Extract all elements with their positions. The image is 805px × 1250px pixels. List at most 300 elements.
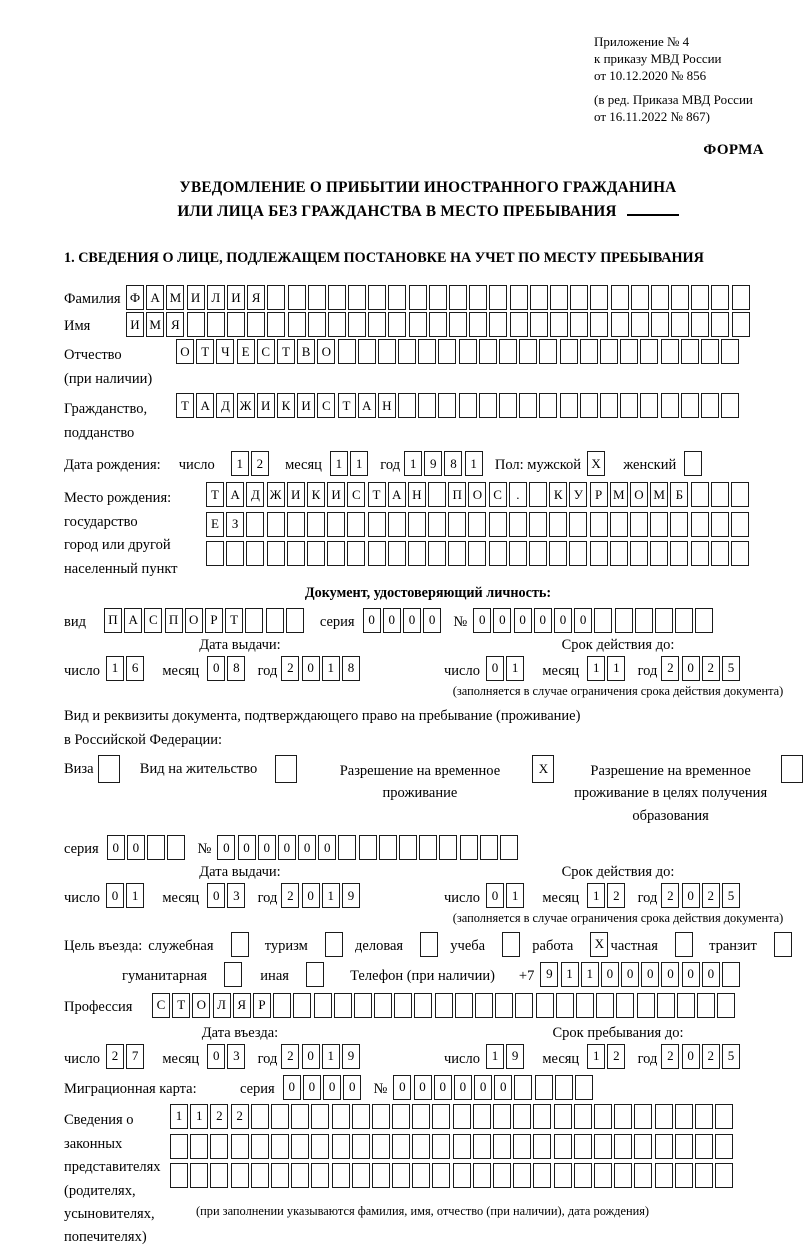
char-cell[interactable]: 2 (607, 883, 625, 908)
char-cell[interactable]: О (630, 482, 648, 507)
char-cell[interactable]: А (146, 285, 164, 310)
char-cell[interactable] (721, 393, 739, 418)
char-cell[interactable] (611, 312, 629, 337)
char-cell[interactable] (479, 339, 497, 364)
char-cell[interactable] (408, 541, 426, 566)
char-cell[interactable] (655, 608, 673, 633)
char-cell[interactable] (388, 285, 406, 310)
char-cell[interactable] (675, 608, 693, 633)
char-cell[interactable]: Т (368, 482, 386, 507)
char-cell[interactable] (378, 339, 396, 364)
char-cell[interactable] (468, 541, 486, 566)
char-cell[interactable] (711, 541, 729, 566)
char-cell[interactable]: 0 (393, 1075, 411, 1100)
char-cell[interactable] (419, 835, 437, 860)
char-cell[interactable] (536, 993, 554, 1018)
char-cell[interactable] (555, 1075, 573, 1100)
char-cell[interactable]: 8 (444, 451, 462, 476)
char-cell[interactable] (307, 541, 325, 566)
char-cell[interactable] (409, 312, 427, 337)
char-cell[interactable]: С (144, 608, 162, 633)
char-cell[interactable]: Т (196, 339, 214, 364)
char-cell[interactable] (533, 1134, 551, 1159)
char-cell[interactable] (661, 339, 679, 364)
char-cell[interactable] (489, 285, 507, 310)
char-cell[interactable] (207, 312, 225, 337)
char-cell[interactable] (271, 1134, 289, 1159)
char-cell[interactable] (469, 312, 487, 337)
char-cell[interactable] (556, 993, 574, 1018)
char-cell[interactable] (231, 1134, 249, 1159)
char-cell[interactable] (535, 1075, 553, 1100)
char-cell[interactable]: 6 (126, 656, 144, 681)
char-cell[interactable] (308, 312, 326, 337)
char-cell[interactable] (399, 835, 417, 860)
char-cell[interactable] (412, 1163, 430, 1188)
char-cell[interactable] (398, 393, 416, 418)
char-cell[interactable] (210, 1163, 228, 1188)
char-cell[interactable] (533, 1104, 551, 1129)
char-cell[interactable] (640, 393, 658, 418)
char-cell[interactable]: Е (237, 339, 255, 364)
char-cell[interactable] (306, 962, 324, 987)
char-cell[interactable] (675, 932, 693, 957)
char-cell[interactable] (614, 1104, 632, 1129)
char-cell[interactable]: 1 (465, 451, 483, 476)
char-cell[interactable] (631, 312, 649, 337)
char-cell[interactable]: 1 (486, 1044, 504, 1069)
char-cell[interactable] (388, 541, 406, 566)
char-cell[interactable]: 0 (621, 962, 639, 987)
char-cell[interactable] (499, 339, 517, 364)
char-cell[interactable]: 5 (722, 883, 740, 908)
char-cell[interactable] (489, 312, 507, 337)
char-cell[interactable] (590, 312, 608, 337)
char-cell[interactable]: 1 (404, 451, 422, 476)
char-cell[interactable] (637, 993, 655, 1018)
char-cell[interactable] (475, 993, 493, 1018)
char-cell[interactable] (691, 482, 709, 507)
char-cell[interactable]: 2 (231, 1104, 249, 1129)
char-cell[interactable] (480, 835, 498, 860)
char-cell[interactable] (675, 1104, 693, 1129)
char-cell[interactable] (311, 1163, 329, 1188)
char-cell[interactable] (332, 1104, 350, 1129)
char-cell[interactable] (569, 512, 587, 537)
char-cell[interactable]: Л (213, 993, 231, 1018)
char-cell[interactable] (291, 1134, 309, 1159)
char-cell[interactable] (721, 339, 739, 364)
char-cell[interactable] (271, 1163, 289, 1188)
char-cell[interactable]: К (307, 482, 325, 507)
char-cell[interactable] (684, 451, 702, 476)
char-cell[interactable] (493, 1104, 511, 1129)
char-cell[interactable] (634, 1134, 652, 1159)
char-cell[interactable] (631, 285, 649, 310)
char-cell[interactable] (530, 285, 548, 310)
char-cell[interactable]: Ж (267, 482, 285, 507)
char-cell[interactable] (502, 932, 520, 957)
char-cell[interactable] (352, 1104, 370, 1129)
char-cell[interactable] (459, 339, 477, 364)
char-cell[interactable] (392, 1163, 410, 1188)
char-cell[interactable] (267, 312, 285, 337)
char-cell[interactable] (273, 993, 291, 1018)
char-cell[interactable] (590, 285, 608, 310)
char-cell[interactable] (418, 393, 436, 418)
char-cell[interactable] (731, 541, 749, 566)
char-cell[interactable] (327, 541, 345, 566)
char-cell[interactable]: 1 (561, 962, 579, 987)
char-cell[interactable]: Ж (237, 393, 255, 418)
char-cell[interactable]: 2 (661, 883, 679, 908)
char-cell[interactable] (147, 835, 165, 860)
char-cell[interactable] (167, 835, 185, 860)
char-cell[interactable] (308, 285, 326, 310)
char-cell[interactable] (731, 512, 749, 537)
char-cell[interactable] (655, 1134, 673, 1159)
char-cell[interactable] (634, 1104, 652, 1129)
char-cell[interactable]: М (610, 482, 628, 507)
char-cell[interactable]: 9 (540, 962, 558, 987)
char-cell[interactable] (701, 339, 719, 364)
char-cell[interactable] (630, 541, 648, 566)
char-cell[interactable] (251, 1163, 269, 1188)
char-cell[interactable]: А (196, 393, 214, 418)
char-cell[interactable] (473, 1104, 491, 1129)
char-cell[interactable] (327, 512, 345, 537)
char-cell[interactable] (392, 1134, 410, 1159)
char-cell[interactable] (435, 993, 453, 1018)
char-cell[interactable]: А (124, 608, 142, 633)
char-cell[interactable] (614, 1163, 632, 1188)
char-cell[interactable] (590, 512, 608, 537)
char-cell[interactable] (570, 285, 588, 310)
char-cell[interactable]: 0 (318, 835, 336, 860)
char-cell[interactable]: Д (246, 482, 264, 507)
char-cell[interactable]: О (192, 993, 210, 1018)
char-cell[interactable] (359, 835, 377, 860)
char-cell[interactable] (615, 608, 633, 633)
char-cell[interactable] (519, 339, 537, 364)
char-cell[interactable] (670, 541, 688, 566)
char-cell[interactable] (311, 1104, 329, 1129)
char-cell[interactable] (560, 393, 578, 418)
char-cell[interactable] (374, 993, 392, 1018)
char-cell[interactable] (651, 312, 669, 337)
char-cell[interactable] (695, 1104, 713, 1129)
char-cell[interactable] (560, 339, 578, 364)
char-cell[interactable] (661, 393, 679, 418)
char-cell[interactable]: 0 (661, 962, 679, 987)
char-cell[interactable] (620, 393, 638, 418)
char-cell[interactable] (620, 339, 638, 364)
char-cell[interactable]: 0 (423, 608, 441, 633)
char-cell[interactable]: Б (670, 482, 688, 507)
char-cell[interactable] (231, 932, 249, 957)
char-cell[interactable] (495, 993, 513, 1018)
char-cell[interactable]: 1 (322, 883, 340, 908)
char-cell[interactable]: П (104, 608, 122, 633)
char-cell[interactable]: В (297, 339, 315, 364)
char-cell[interactable] (291, 1163, 309, 1188)
char-cell[interactable]: 2 (281, 883, 299, 908)
char-cell[interactable]: 0 (454, 1075, 472, 1100)
char-cell[interactable] (574, 1163, 592, 1188)
char-cell[interactable]: 0 (403, 608, 421, 633)
char-cell[interactable] (439, 835, 457, 860)
char-cell[interactable] (453, 1134, 471, 1159)
char-cell[interactable] (328, 285, 346, 310)
char-cell[interactable]: 0 (383, 608, 401, 633)
char-cell[interactable]: 0 (682, 883, 700, 908)
char-cell[interactable] (493, 1163, 511, 1188)
char-cell[interactable]: 0 (486, 883, 504, 908)
char-cell[interactable] (575, 1075, 593, 1100)
char-cell[interactable]: У (569, 482, 587, 507)
char-cell[interactable] (170, 1134, 188, 1159)
char-cell[interactable] (251, 1104, 269, 1129)
char-cell[interactable] (347, 512, 365, 537)
char-cell[interactable] (651, 285, 669, 310)
char-cell[interactable]: 2 (281, 1044, 299, 1069)
char-cell[interactable]: Я (247, 285, 265, 310)
char-cell[interactable]: М (146, 312, 164, 337)
char-cell[interactable]: Т (172, 993, 190, 1018)
char-cell[interactable]: 0 (302, 1044, 320, 1069)
char-cell[interactable] (414, 993, 432, 1018)
char-cell[interactable] (449, 285, 467, 310)
char-cell[interactable]: Д (216, 393, 234, 418)
char-cell[interactable] (519, 393, 537, 418)
char-cell[interactable] (731, 482, 749, 507)
char-cell[interactable] (580, 393, 598, 418)
char-cell[interactable] (717, 993, 735, 1018)
char-cell[interactable] (611, 285, 629, 310)
char-cell[interactable] (288, 285, 306, 310)
char-cell[interactable]: 0 (574, 608, 592, 633)
char-cell[interactable]: 5 (722, 656, 740, 681)
char-cell[interactable] (338, 339, 356, 364)
char-cell[interactable]: 0 (702, 962, 720, 987)
char-cell[interactable]: 0 (217, 835, 235, 860)
char-cell[interactable] (291, 1104, 309, 1129)
char-cell[interactable]: 9 (342, 883, 360, 908)
char-cell[interactable] (332, 1163, 350, 1188)
char-cell[interactable] (630, 512, 648, 537)
char-cell[interactable] (616, 993, 634, 1018)
char-cell[interactable]: X (532, 755, 554, 783)
char-cell[interactable]: 2 (281, 656, 299, 681)
char-cell[interactable]: 1 (607, 656, 625, 681)
char-cell[interactable]: 0 (682, 1044, 700, 1069)
char-cell[interactable]: 2 (607, 1044, 625, 1069)
char-cell[interactable] (368, 541, 386, 566)
char-cell[interactable]: 1 (506, 883, 524, 908)
char-cell[interactable]: 5 (722, 1044, 740, 1069)
char-cell[interactable]: 3 (227, 883, 245, 908)
char-cell[interactable] (408, 512, 426, 537)
char-cell[interactable]: 0 (106, 883, 124, 908)
char-cell[interactable]: Т (176, 393, 194, 418)
char-cell[interactable]: 0 (534, 608, 552, 633)
char-cell[interactable] (332, 1134, 350, 1159)
char-cell[interactable]: Р (253, 993, 271, 1018)
char-cell[interactable] (394, 993, 412, 1018)
char-cell[interactable] (701, 393, 719, 418)
char-cell[interactable] (287, 541, 305, 566)
char-cell[interactable] (352, 1134, 370, 1159)
char-cell[interactable] (634, 1163, 652, 1188)
char-cell[interactable] (368, 312, 386, 337)
char-cell[interactable]: И (327, 482, 345, 507)
char-cell[interactable] (569, 541, 587, 566)
char-cell[interactable]: 0 (302, 656, 320, 681)
char-cell[interactable] (246, 512, 264, 537)
char-cell[interactable]: А (388, 482, 406, 507)
char-cell[interactable] (533, 1163, 551, 1188)
char-cell[interactable] (711, 512, 729, 537)
char-cell[interactable] (438, 339, 456, 364)
char-cell[interactable] (455, 993, 473, 1018)
char-cell[interactable]: 1 (170, 1104, 188, 1129)
char-cell[interactable]: И (297, 393, 315, 418)
char-cell[interactable] (354, 993, 372, 1018)
char-cell[interactable] (610, 512, 628, 537)
char-cell[interactable] (594, 1134, 612, 1159)
char-cell[interactable] (515, 993, 533, 1018)
char-cell[interactable] (570, 312, 588, 337)
char-cell[interactable] (677, 993, 695, 1018)
char-cell[interactable] (600, 339, 618, 364)
char-cell[interactable] (580, 339, 598, 364)
char-cell[interactable] (325, 932, 343, 957)
char-cell[interactable]: 8 (227, 656, 245, 681)
char-cell[interactable] (550, 312, 568, 337)
char-cell[interactable] (695, 1163, 713, 1188)
char-cell[interactable]: Я (166, 312, 184, 337)
char-cell[interactable]: П (448, 482, 466, 507)
char-cell[interactable]: 0 (207, 883, 225, 908)
char-cell[interactable] (226, 541, 244, 566)
char-cell[interactable] (529, 541, 547, 566)
char-cell[interactable] (513, 1104, 531, 1129)
char-cell[interactable] (529, 512, 547, 537)
char-cell[interactable] (352, 1163, 370, 1188)
char-cell[interactable]: С (152, 993, 170, 1018)
char-cell[interactable]: 2 (661, 656, 679, 681)
char-cell[interactable] (715, 1104, 733, 1129)
char-cell[interactable] (206, 541, 224, 566)
char-cell[interactable] (338, 835, 356, 860)
char-cell[interactable] (432, 1104, 450, 1129)
char-cell[interactable] (334, 993, 352, 1018)
char-cell[interactable]: 1 (330, 451, 348, 476)
char-cell[interactable] (574, 1104, 592, 1129)
char-cell[interactable] (267, 541, 285, 566)
char-cell[interactable] (732, 285, 750, 310)
char-cell[interactable] (509, 512, 527, 537)
char-cell[interactable] (691, 285, 709, 310)
char-cell[interactable] (432, 1134, 450, 1159)
char-cell[interactable]: 1 (322, 656, 340, 681)
char-cell[interactable]: 0 (641, 962, 659, 987)
char-cell[interactable] (671, 285, 689, 310)
char-cell[interactable] (539, 339, 557, 364)
char-cell[interactable] (328, 312, 346, 337)
char-cell[interactable]: 1 (106, 656, 124, 681)
char-cell[interactable] (190, 1134, 208, 1159)
char-cell[interactable] (514, 1075, 532, 1100)
char-cell[interactable]: 0 (682, 656, 700, 681)
char-cell[interactable]: 1 (587, 656, 605, 681)
char-cell[interactable] (510, 285, 528, 310)
char-cell[interactable]: 0 (554, 608, 572, 633)
char-cell[interactable]: X (587, 451, 605, 476)
char-cell[interactable] (640, 339, 658, 364)
char-cell[interactable]: М (166, 285, 184, 310)
char-cell[interactable]: . (509, 482, 527, 507)
char-cell[interactable] (681, 339, 699, 364)
char-cell[interactable]: 1 (190, 1104, 208, 1129)
char-cell[interactable]: 1 (587, 883, 605, 908)
char-cell[interactable] (655, 1163, 673, 1188)
char-cell[interactable]: 0 (298, 835, 316, 860)
char-cell[interactable]: 1 (231, 451, 249, 476)
char-cell[interactable]: 2 (702, 1044, 720, 1069)
char-cell[interactable] (293, 993, 311, 1018)
char-cell[interactable]: Т (277, 339, 295, 364)
char-cell[interactable] (695, 1134, 713, 1159)
char-cell[interactable] (489, 512, 507, 537)
char-cell[interactable]: 0 (494, 1075, 512, 1100)
char-cell[interactable] (372, 1134, 390, 1159)
char-cell[interactable] (286, 608, 304, 633)
char-cell[interactable] (247, 312, 265, 337)
char-cell[interactable] (460, 835, 478, 860)
char-cell[interactable]: О (468, 482, 486, 507)
char-cell[interactable]: З (226, 512, 244, 537)
char-cell[interactable] (267, 512, 285, 537)
char-cell[interactable] (428, 541, 446, 566)
char-cell[interactable]: Н (408, 482, 426, 507)
char-cell[interactable] (368, 285, 386, 310)
char-cell[interactable] (190, 1163, 208, 1188)
char-cell[interactable] (453, 1104, 471, 1129)
char-cell[interactable] (594, 1163, 612, 1188)
char-cell[interactable] (695, 608, 713, 633)
char-cell[interactable] (610, 541, 628, 566)
char-cell[interactable] (473, 1134, 491, 1159)
char-cell[interactable] (554, 1163, 572, 1188)
char-cell[interactable] (275, 755, 297, 783)
char-cell[interactable] (448, 541, 466, 566)
char-cell[interactable] (448, 512, 466, 537)
char-cell[interactable]: С (489, 482, 507, 507)
char-cell[interactable]: С (347, 482, 365, 507)
char-cell[interactable]: 0 (682, 962, 700, 987)
char-cell[interactable]: Л (207, 285, 225, 310)
char-cell[interactable] (348, 285, 366, 310)
char-cell[interactable] (187, 312, 205, 337)
char-cell[interactable]: Т (338, 393, 356, 418)
char-cell[interactable] (412, 1134, 430, 1159)
char-cell[interactable]: М (650, 482, 668, 507)
char-cell[interactable] (500, 835, 518, 860)
char-cell[interactable]: К (277, 393, 295, 418)
char-cell[interactable]: О (317, 339, 335, 364)
char-cell[interactable] (732, 312, 750, 337)
